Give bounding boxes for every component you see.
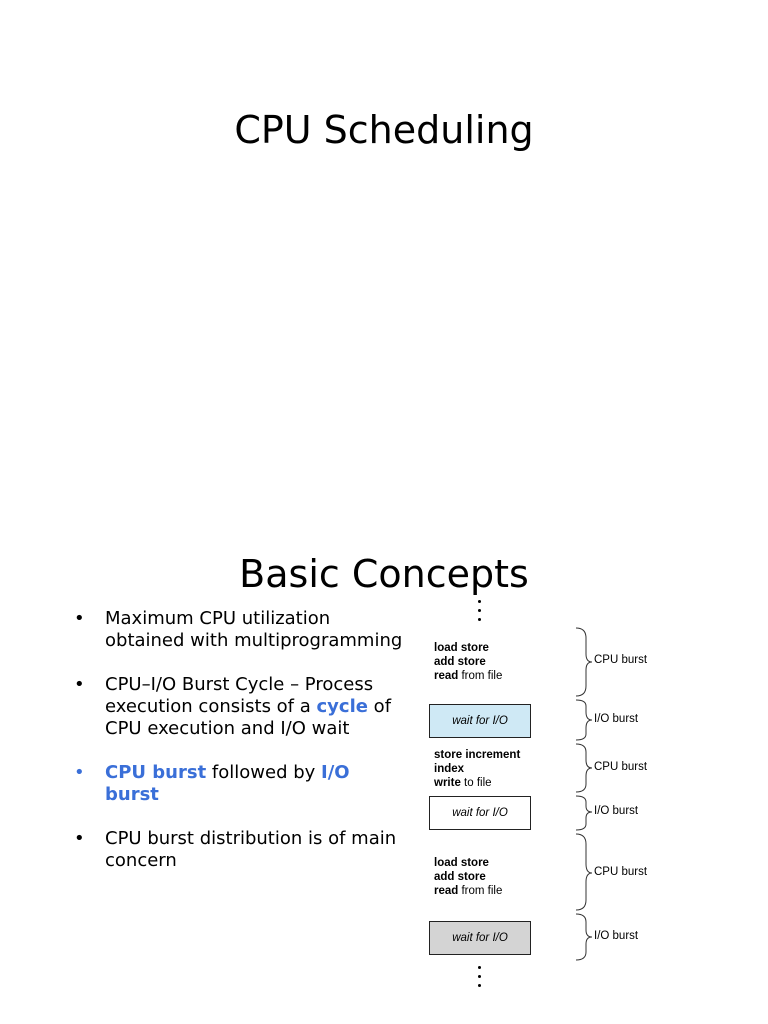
brace-icon (576, 700, 592, 740)
bullet-dot-icon: • (74, 828, 85, 849)
label-cpu-burst: CPU burst (594, 761, 648, 773)
bullet-text: Maximum CPU utilization obtained with multiprogramming (105, 608, 403, 651)
highlight-io-burst: I/O burst (105, 762, 350, 805)
bullet-list (74, 608, 404, 894)
bullet-item (74, 762, 404, 806)
label-io-burst: I/O burst (594, 713, 639, 725)
highlight-cpu-burst: CPU burst (105, 762, 207, 783)
wait-io-box-2: wait for I/O (429, 796, 531, 830)
cpu-block-1: load store add store read from file (434, 642, 503, 682)
label-io-burst: I/O burst (594, 930, 639, 942)
brace-icons (400, 596, 768, 1024)
bullet-text-pre: CPU–I/O Burst Cycle – Process execution consists of a (105, 674, 374, 717)
label-io-burst: I/O burst (594, 805, 639, 817)
bullet-item (74, 608, 404, 652)
brace-icon (576, 914, 592, 960)
label-cpu-burst: CPU burst (594, 654, 648, 666)
bullet-text-mid: followed by (206, 762, 322, 783)
brace-icon (576, 628, 592, 696)
wait-io-box-1: wait for I/O (429, 704, 531, 738)
brace-icon (576, 834, 592, 910)
bullet-item (74, 674, 404, 740)
bullet-dot-icon: • (74, 674, 85, 695)
brace-icon (576, 744, 592, 792)
slide-title-cpu-scheduling: CPU Scheduling (234, 108, 534, 152)
bullet-item (74, 828, 404, 872)
bullet-text: CPU burst distribution is of main concern (105, 828, 397, 871)
bullet-dot-icon: • (74, 762, 85, 783)
wait-io-box-3: wait for I/O (429, 921, 531, 955)
brace-icon (576, 796, 592, 830)
bullet-dot-icon: • (74, 608, 85, 629)
cpu-block-3: load store add store read from file (434, 857, 503, 897)
burst-cycle-diagram (400, 596, 768, 1024)
slide-title-basic-concepts: Basic Concepts (239, 552, 529, 596)
label-cpu-burst: CPU burst (594, 866, 648, 878)
highlight-cycle: cycle (316, 696, 368, 717)
cpu-block-2: store increment index write to file (434, 749, 521, 789)
bullet-text-post: of CPU execution and I/O wait (105, 696, 392, 739)
